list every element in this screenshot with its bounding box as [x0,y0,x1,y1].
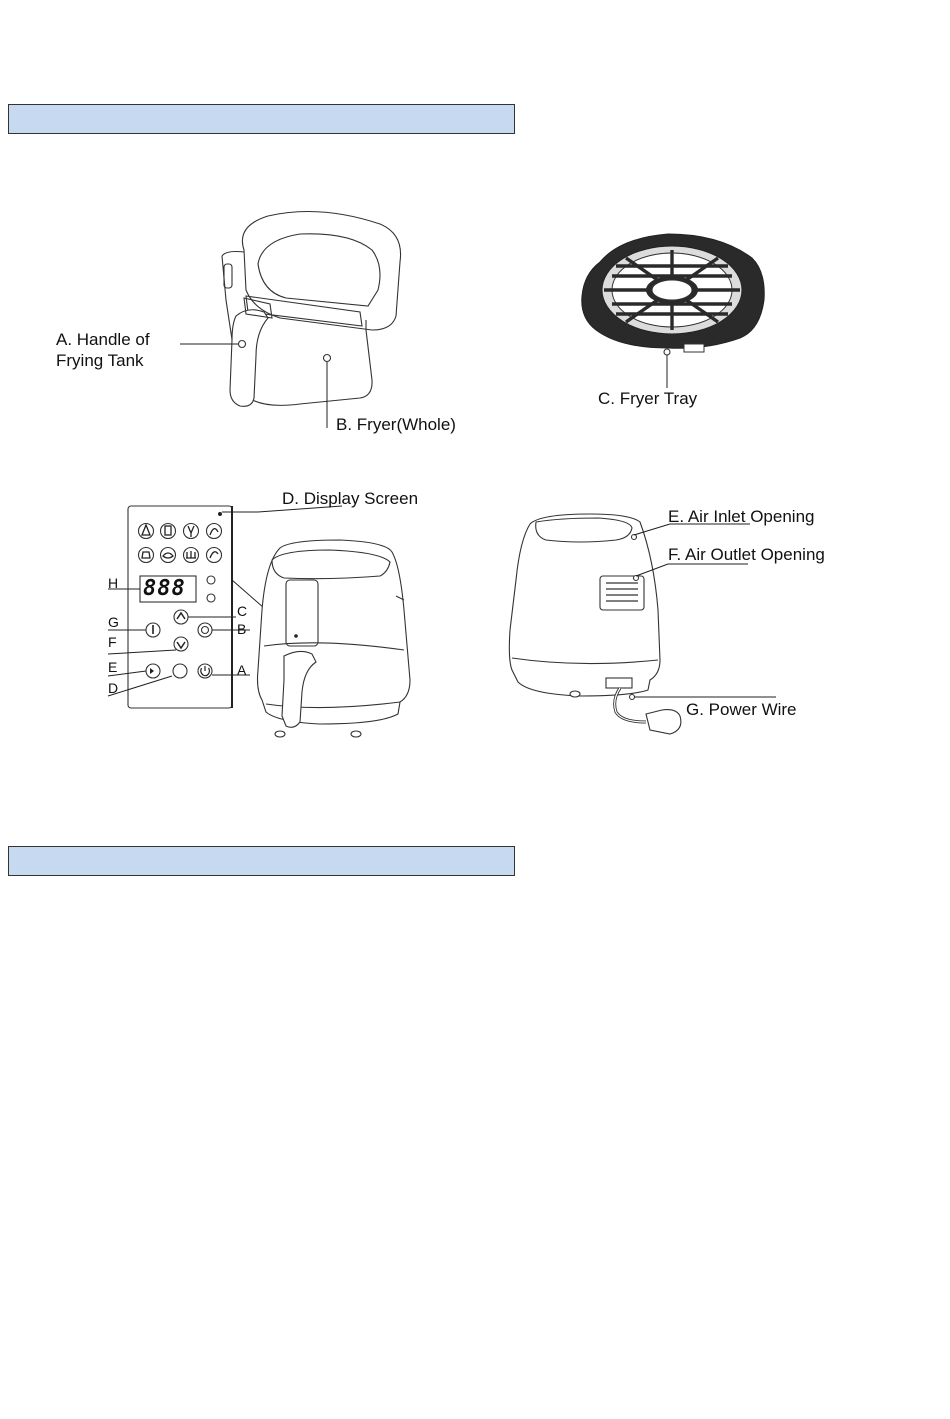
timer-icon[interactable] [207,576,215,584]
fish-icon[interactable] [161,548,176,563]
clock-icon[interactable] [198,623,212,637]
label-handle-line-2: Frying Tank [56,351,144,370]
panel-letter-c: C [237,603,248,619]
fryer-tray-illustration [582,234,764,388]
fryer-basket-illustration [180,212,401,429]
led-digits: 888 [143,576,186,601]
label-air-outlet-opening: F. Air Outlet Opening [668,545,825,564]
label-air-inlet-opening: E. Air Inlet Opening [668,507,815,526]
cake-icon[interactable] [139,548,154,563]
label-handle-of-frying-tank [56,329,150,371]
label-fryer-tray: C. Fryer Tray [598,389,698,408]
panel-letter-b: B [237,621,247,637]
label-handle-line-1: A. Handle of [56,330,150,349]
menu-icon[interactable] [173,664,187,678]
label-display-screen: D. Display Screen [282,489,419,508]
shrimp-icon[interactable] [207,524,222,539]
panel-letter-e: E [108,659,118,675]
panel-letter-g: G [108,614,119,630]
preheat-icon[interactable] [207,594,215,602]
panel-letter-a: A [237,662,247,678]
panel-letter-f: F [108,634,117,650]
vegetable-icon[interactable] [207,548,222,563]
air-fryer-front-illustration [258,540,411,737]
panel-letter-d: D [108,680,119,696]
label-power-wire: G. Power Wire [686,700,797,719]
panel-letter-h: H [108,575,119,591]
label-fryer-whole: B. Fryer(Whole) [336,415,456,434]
